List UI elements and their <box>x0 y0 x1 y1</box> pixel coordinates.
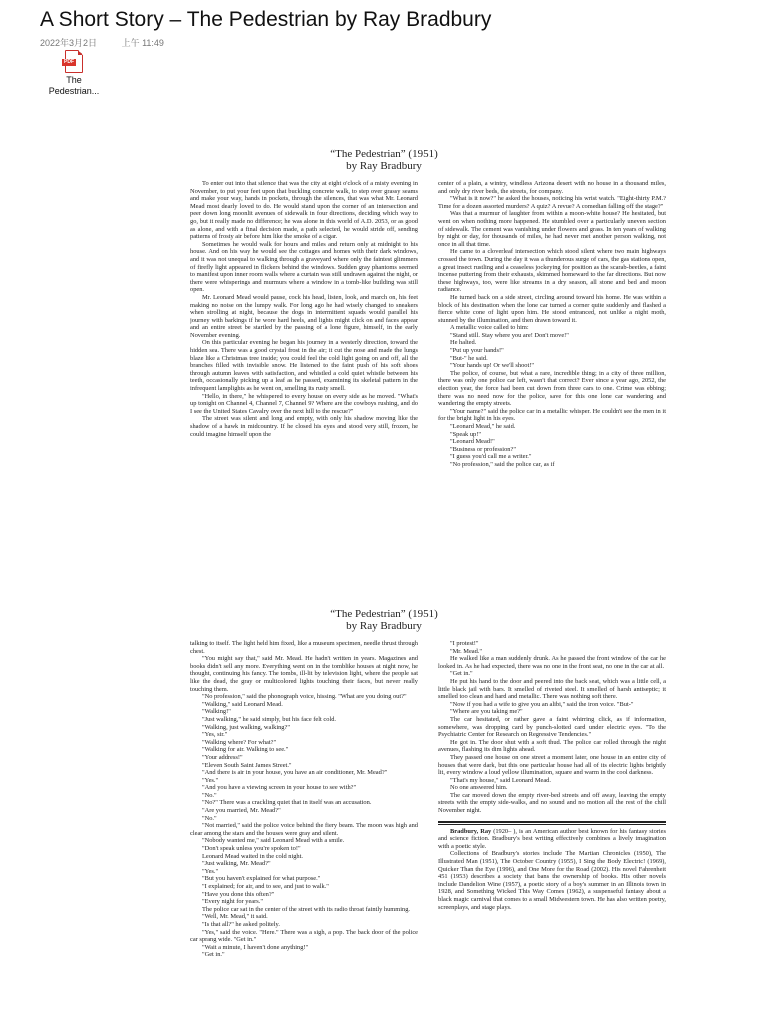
page-2-left-column <box>190 640 418 958</box>
paragraph: "Are you married, Mr. Mead?" <box>202 807 281 815</box>
bio-divider <box>438 821 666 823</box>
paragraph: They passed one house on one street a moment later, one house in an entire city of houses that were dark, but this one particular house had all of its electric lights brightly lit, every window a loud yellow illumination, square and warm in the cool darkness. <box>438 753 666 777</box>
page-1-columns <box>30 180 738 498</box>
paragraph: "Walking," said Leonard Mead. <box>202 700 283 708</box>
paragraph: "Leonard Mead!" <box>450 438 495 446</box>
paragraph: "Your hands up! Or we'll shoot!" <box>450 362 535 370</box>
paragraph: "I guess you'd call me a writer." <box>450 453 532 461</box>
paragraph: talking to itself. The light held him fixed, like a museum specimen, needle thrust through chest. <box>190 640 418 655</box>
paragraph: "What is it now?" he asked the houses, noticing his wrist watch. "Eight-thirty P.M.? Time for a dozen assorted murders? A quiz? A revue? A comedian falling off the stage?" <box>438 195 666 210</box>
paragraph: The police, of course, but what a rare, incredible thing; in a city of three million, there was only one police car left, wasn't that correct? Ever since a year ago, 2052, the election year, the force had been cut down from three cars to one. Crime was ebbing; there was no need now for the police, save for this one lone car wandering and wandering the empty streets. <box>438 369 666 408</box>
paragraph: "Where are you taking me?" <box>450 708 523 716</box>
paragraph: No one answered him. <box>450 784 508 792</box>
pdf-file-icon <box>65 50 83 73</box>
paragraph: "I protest!" <box>450 640 479 647</box>
paragraph: "Is that all?" he asked politely. <box>202 920 280 928</box>
paragraph: "And there is air in your house, you have an air conditioner, Mr. Mead?" <box>202 769 388 777</box>
page-2-author: by Ray Bradbury <box>346 620 422 632</box>
paragraph: "Stand still. Stay where you are! Don't move!" <box>450 331 569 339</box>
paragraph: "I explained; for air, and to see, and just to walk." <box>202 883 329 890</box>
paragraph: The car hesitated, or rather gave a faint whirring click, as if information, somewhere, was dropping card by punch-slotted card under electric eyes. "To the Psychiatric Center for Research on Regressive Tendencies." <box>438 715 666 739</box>
paragraph: The car moved down the empty river-bed streets and off away, leaving the empty streets with the empty side-walks, and no sound and no motion all the rest of the chill November night. <box>438 791 666 815</box>
paragraph: "Not married," said the police voice behind the fiery beam. The moon was high and clear among the stars and the houses were gray and silent. <box>190 822 418 837</box>
paragraph: "Walking, just walking, walking?" <box>202 723 290 731</box>
paragraph: "No profession," said the police car, as if <box>450 460 555 468</box>
bio-divider-thin <box>438 824 666 825</box>
paragraph: "Get in." <box>450 670 473 678</box>
paragraph: He turned back on a side street, circling around toward his home. He was within a block of his destination when the lone car turned a corner quite suddenly and flashed a fierce white cone of light upon him. He stood entranced, not unlike a night moth, stunned by the illumination, and then drawn toward it. <box>438 293 666 324</box>
note-title: A Short Story – The Pedestrian by Ray Bradbury <box>40 8 492 31</box>
paragraph: "Every night for years." <box>202 898 263 906</box>
paragraph: "Wait a minute, I haven't done anything!" <box>202 943 309 951</box>
paragraph: "Your address!" <box>202 753 243 761</box>
paragraph: "Now if you had a wife to give you an alibi," said the iron voice. "But-" <box>450 700 634 708</box>
paragraph: center of a plain, a wintry, windless Arizona desert with no house in a thousand miles, and only dry river beds, the streets, for company. <box>438 180 666 195</box>
paragraph: "Leonard Mead," he said. <box>450 423 516 430</box>
paragraph: "Have you done this often?" <box>202 890 275 898</box>
paragraph: He got in. The door shut with a soft thud. The police car rolled through the night avenues, flashing its dim lights ahead. <box>438 738 666 754</box>
page-2-columns <box>30 640 738 958</box>
bio-dates: (1920– ), is an American author best known for his fantasy stories and science fiction. Bradbury's best writing effectively combines a lively imagination with a poetic style. <box>438 827 666 850</box>
bio-works: Collections of Bradbury's stories include The Martian Chronicles (1950), The Illustrated Man (1951), The October Country (1955), I Sing the Body Electric! (1969), Quicker Than the Eye (1996), and One More for the Road (2002). His novel Fahrenheit 451 (1953) describes a society that bans the ownership of books. His other novels include Dandelion Wine (1957), a poetic story of a boy's summer in an Illinois town in 1928, and Something Wicked This Way Comes (1962), a suspenseful fantasy about a black magic carnival that comes to a small Midwestern town. He has also written poetry, screenplays, and stage plays. <box>438 850 666 911</box>
paragraph: "No." <box>202 791 217 799</box>
paragraph: "No." <box>202 814 217 822</box>
paragraph: Leonard Mead waited in the cold night. <box>202 852 303 860</box>
paragraph: The police car sat in the center of the street with its radio throat faintly humming. <box>202 905 410 913</box>
pdf-attachment[interactable] <box>44 50 104 97</box>
paragraph: "No profession," said the phonograph voice, hissing. "What are you doing out?" <box>202 693 407 701</box>
paragraph: "Yes, sir." <box>202 731 228 739</box>
paragraph: "Don't speak unless you're spoken to!" <box>202 845 301 853</box>
note-header <box>40 8 740 49</box>
paragraph: He came to a cloverleaf intersection which stood silent where two main highways crossed the town. During the day it was a thunderous surge of cars, the gas stations open, a great insect rustling and a ceaseless jockeying for position as the scarab-beetles, a faint incense puttering from their exhausts, skimmed homeward to the far directions. But now these highways, too, were like streams in a dry season, all stone and bed and moon radiance. <box>438 248 666 294</box>
pdf-page-2 <box>30 608 738 958</box>
paragraph: "Hello, in there," he whispered to every house on every side as he moved. "What's up tonight on Channel 4, Channel 7, Channel 9? Where are the cowboys rushing, and do I see the United States Cavalry over the next hill to the rescue?" <box>190 392 418 415</box>
paragraph: The street was silent and long and empty, with only his shadow moving like the shadow of a hawk in midcountry. If he closed his eyes and stood very still, frozen, he could imagine himself upon the <box>190 415 418 438</box>
paragraph: "Well, Mr. Mead," it said. <box>202 913 268 921</box>
paragraph: On this particular evening he began his journey in a westerly direction, toward the hidden sea. There was a good crystal frost in the air; it cut the nose and made the lungs blaze like a Christmas tree inside; you could feel the cold light going on and off, all the branches filled with invisible snow. He listened to the faint push of his soft shoes through autumn leaves with satisfaction, and whistled a cold quiet whistle between his teeth, occasionally picking up a leaf as he passed, examining its skeletal pattern in the infrequent lamplights as he went on, smelling its rusty smell. <box>190 339 418 393</box>
paragraph: To enter out into that silence that was the city at eight o'clock of a misty evening in November, to put your feet upon that buckling concrete walk, to step over grassy seams and make your way, hands in pockets, through the silences, that was what Mr. Leonard Mead most dearly loved to do. He would stand upon the corner of an intersection and peer down long moonlit avenues of sidewalk in four directions, deciding which way to go, but it really made no difference; he was alone in this world of A.D. 2053, or as good as alone, and with a final decision made, a path selected, he would stride off, sending patterns of frosty air before him like the smoke of a cigar. <box>190 180 418 241</box>
paragraph: Mr. Leonard Mead would pause, cock his head, listen, look, and march on, his feet making no noise on the lumpy walk. For long ago he had wisely changed to sneakers when strolling at night, because the dogs in intermittent squads would parallel his journey with barkings if he wore hard heels, and lights might click on and faces appear and an entire street be startled by the passing of a lone figure, himself, in the early November evening. <box>190 293 418 339</box>
bio-name: Bradbury, Ray <box>450 827 492 835</box>
paragraph: "You might say that," said Mr. Mead. He hadn't written in years. Magazines and books didn't sell any more. Everything went on in the tomblike houses at night now, he thought, continuing his fancy. The tombs, ill-lit by television light, where the people sat like the dead, the gray or multicolored lights touching their faces, but never really touching them. <box>190 655 418 693</box>
paragraph: "Business or profession?" <box>450 445 516 453</box>
paragraph: "Yes." <box>202 776 219 784</box>
page-1-author: by Ray Bradbury <box>346 160 422 172</box>
pdf-badge: PDF <box>64 59 74 65</box>
page-1-title: “The Pedestrian” (1951) <box>330 148 438 160</box>
paragraph: A metallic voice called to him: <box>450 324 529 332</box>
page-1-left-column <box>190 180 418 498</box>
paragraph: He halted. <box>450 339 477 347</box>
paragraph: "Eleven South Saint James Street." <box>202 761 292 769</box>
note-time: 上午 11:49 <box>121 38 164 48</box>
attachment-label: The Pedestrian... <box>48 75 100 96</box>
note-date: 2022年3月2日 <box>40 38 98 48</box>
paragraph: "Just walking," he said simply, but his face felt cold. <box>202 715 337 723</box>
paragraph: He put his hand to the door and peered into the back seat, which was a little cell, a little black jail with bars. It smelled of riveted steel. It smelled of harsh antiseptic; it smelled too clean and hard and metallic. There was nothing soft there. <box>438 677 666 701</box>
author-bio <box>438 828 666 851</box>
paragraph: "Mr. Mead." <box>450 647 483 655</box>
pdf-page-1 <box>30 148 738 498</box>
paragraph: Sometimes he would walk for hours and miles and return only at midnight to his house. And on his way he would see the cottages and homes with their dark windows, and it was not unequal to walking through a graveyard where only the faintest glimmers of firefly light appeared in flickers behind the windows. Sudden gray phantoms seemed to manifest upon inner room walls where a curtain was still undrawn against the night, or there were whisperings and murmurs where a window in a tomb-like building was still open. <box>190 240 418 294</box>
paragraph: "And you have a viewing screen in your house to see with?" <box>202 784 357 792</box>
paragraph: "Nobody wanted me," said Leonard Mead with a smile. <box>202 837 345 845</box>
paragraph: "That's my house," said Leonard Mead. <box>450 776 551 784</box>
paragraph: "But you haven't explained for what purpose." <box>202 875 321 883</box>
paragraph: "Walking for air. Walking to see." <box>202 746 289 754</box>
paragraph: "Walking where? For what?" <box>202 738 277 746</box>
paragraph: "Your name?" said the police car in a metallic whisper. He couldn't see the men in it for the bright light in his eyes. <box>438 407 666 423</box>
paragraph: "Speak up!" <box>450 430 481 438</box>
paragraph: "Put up your hands!" <box>450 347 504 355</box>
paragraph: "Yes," said the voice. "Here." There was a sigh, a pop. The back door of the police car sprang wide. "Get in." <box>190 928 418 944</box>
paragraph: "Walking!" <box>202 708 231 716</box>
page-2-title: “The Pedestrian” (1951) <box>330 608 438 620</box>
paragraph: "Get in." <box>202 951 225 958</box>
paragraph: He walked like a man suddenly drunk. As he passed the front window of the car he looked in. As he had expected, there was no one in the front seat, no one in the car at all. <box>438 655 666 670</box>
page-2-right-column <box>438 640 666 958</box>
paragraph: "But-" he said. <box>450 354 488 362</box>
paragraph: Was that a murmur of laughter from within a moon-white house? He hesitated, but went on when nothing more happened. He stumbled over a particularly uneven section of sidewalk. The cement was vanishing under flowers and grass. In ten years of walking by night or day, for thousands of miles, he had never met another person walking, not once in all that time. <box>438 210 666 248</box>
paragraph: "No?" There was a crackling quiet that in itself was an accusation. <box>202 799 372 807</box>
note-meta <box>40 36 740 49</box>
page-1-right-column <box>438 180 666 498</box>
paragraph: "Yes." <box>202 867 219 875</box>
page-fold <box>78 50 83 55</box>
paragraph: "Just walking, Mr. Mead?" <box>202 860 271 868</box>
